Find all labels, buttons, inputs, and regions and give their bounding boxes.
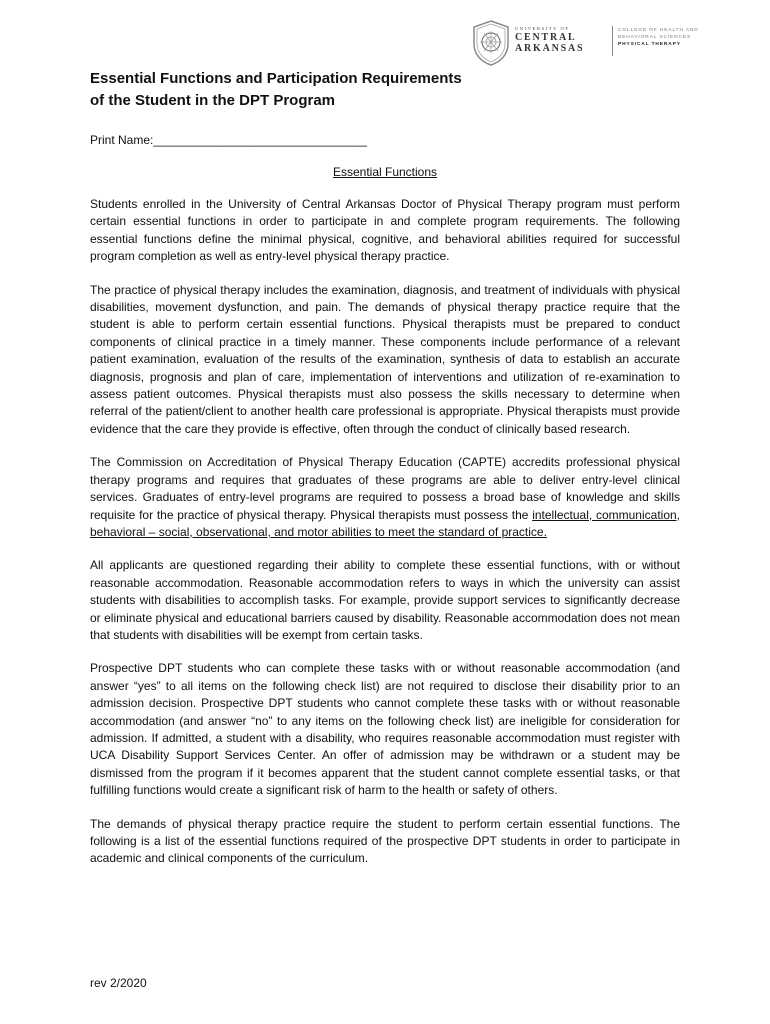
capte-underlined-text: intellectual, communication, behavioral – social, observational, and motor abilities to meet the standard of practice. <box>90 507 680 539</box>
paragraph-disclosure: Prospective DPT students who can complete these tasks with or without reasonable accommodation (and answer “yes” to all items on the following check list) are not required to disclose their disability prior to an admission decision. Prospective DPT students who cannot complete these tasks with or without reasonable accommodation (and answer “no” to any items on the following check list) are ineligible for consideration for admission. If admitted, a student with a disability, who requires reasonable accommodation must register with UCA Disability Support Services Center. An offer of admission may be withdrawn or a student may be dismissed from the program if it becomes apparent that the student cannot complete essential tasks, or that fulfilling functions would create a significant risk of harm to the health or safety of others. <box>90 661 680 798</box>
capte-text: The Commission on Accreditation of Physical Therapy Education (CAPTE) accredits professional physical therapy programs and requires that graduates of these programs are able to deliver entry-level clinical services. Graduates of entry-level programs are required to possess a broad base of knowledge and skills requisite for the practice of physical therapy. Physical therapists must possess the <box>90 455 680 522</box>
document-body <box>90 68 680 880</box>
department-name: PHYSICAL THERAPY <box>618 42 681 47</box>
university-wordmark <box>515 26 610 54</box>
college-name-line1: COLLEGE OF HEALTH AND <box>618 28 699 33</box>
title-line-1: Essential Functions and Participation Requirements <box>90 70 462 87</box>
paragraph-intro: Students enrolled in the University of Central Arkansas Doctor of Physical Therapy program must perform certain essential functions in order to participate in and complete program requirements. The following essential functions define the minimal physical, cognitive, and behavioral abilities required for successful program completion as well as entry-level physical therapy practice. <box>90 197 680 264</box>
paragraph-demands: The demands of physical therapy practice require the student to perform certain essential functions. The following is a list of the essential functions required of the prospective DPT students in order to participate in academic and clinical components of the curriculum. <box>90 816 680 866</box>
university-small-text: UNIVERSITY OF <box>515 26 570 31</box>
section-heading: Essential Functions <box>332 165 438 179</box>
college-wordmark <box>618 28 698 48</box>
uca-seal-icon <box>472 20 510 66</box>
logo-divider <box>612 26 613 56</box>
university-name-line2: ARKANSAS <box>515 43 585 54</box>
paragraph-accommodation: All applicants are questioned regarding their ability to complete these essential functions, with or without reasonable accommodation. Reasonable accommodation refers to ways in which the university can assist students with disabilities to accomplish tasks. For example, provide support services to significantly decrease or eliminate physical and educational barriers caused by disability. Reasonable accommodation does not mean that students with disabilities will be exempt from certain tasks. <box>90 558 680 642</box>
university-name-line1: CENTRAL <box>515 32 577 43</box>
document-title <box>90 68 680 112</box>
university-logo <box>472 20 699 68</box>
title-line-2: of the Student in the DPT Program <box>90 92 336 109</box>
college-name-line2: BEHAVIORAL SCIENCES <box>618 34 692 40</box>
revision-footer: rev 2/2020 <box>90 976 147 990</box>
paragraph-practice: The practice of physical therapy includes the examination, diagnosis, and treatment of individuals with physical disabilities, movement dysfunction, and pain. The demands of physical therapy practice require that the student is able to perform certain essential functions. Physical therapists must be prepared to conduct components of clinical practice in a timely manner. These components include performance of a relevant patient examination, evaluation of the results of the examination, synthesis of data to establish an accurate diagnosis, prognosis and plan of care, implementation of interventions and utilization of re-examination to assess patient outcomes. Physical therapists must also possess the skills necessary to determine when referral of the patient/client to another health care professional is appropriate. Physical therapists must provide evidence that the care they provide is effective, often through the conduct of clinically based research. <box>90 282 680 436</box>
print-name-field[interactable]: Print Name:________________________________ <box>90 133 367 147</box>
paragraph-capte <box>90 454 680 541</box>
